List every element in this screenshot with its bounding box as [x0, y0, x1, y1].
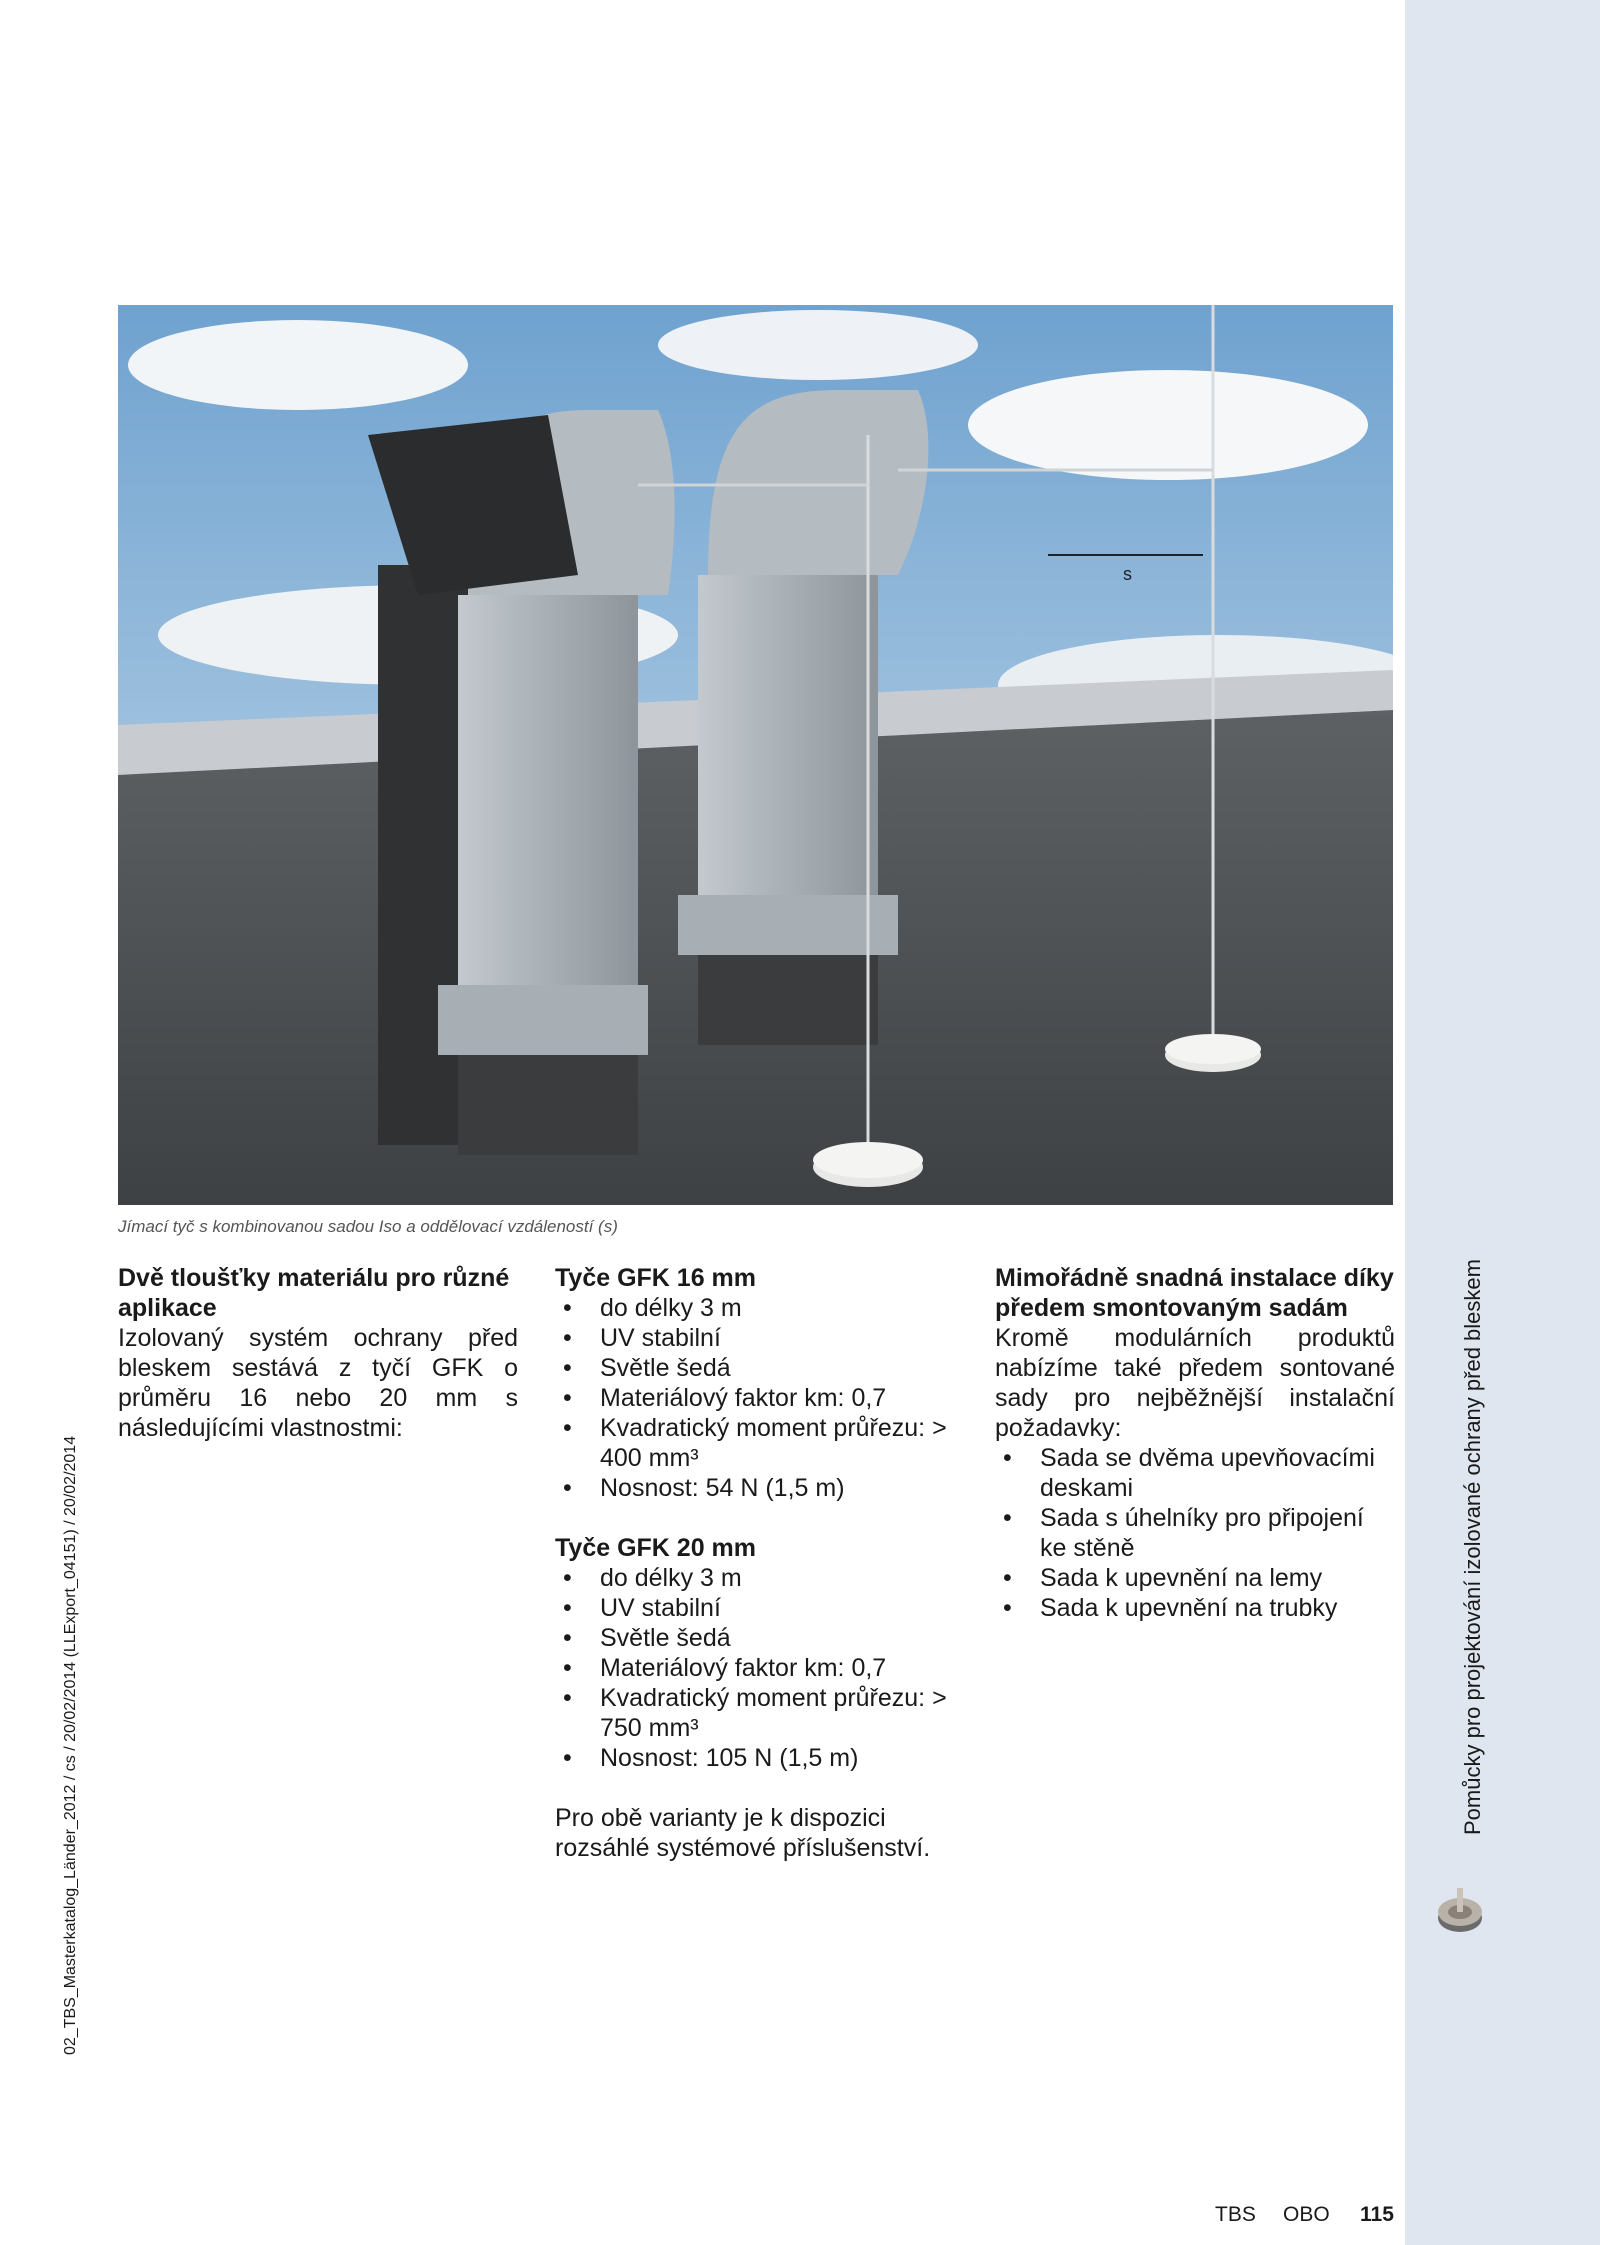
column-2 — [555, 1263, 965, 1863]
column-1 — [118, 1263, 518, 1443]
list-item: • Sada s úhelníky pro připojení ke stěně — [995, 1503, 1395, 1563]
col2-heading-20mm: Tyče GFK 20 mm — [555, 1534, 757, 1562]
list-item: • Kvadratický moment průřezu: > 750 mm³ — [555, 1683, 965, 1743]
list-item: • Nosnost: 105 N (1,5 m) — [555, 1743, 965, 1773]
list-item: • UV stabilní — [555, 1323, 965, 1353]
list-item: • Světle šedá — [555, 1623, 965, 1653]
list-item: • Sada se dvěma upevňovacími deskami — [995, 1443, 1395, 1503]
col3-body: Kromě modulárních produktů nabízíme také předem sontované sady pro nejběžnější instalační požadavky: — [995, 1324, 1395, 1442]
col2-note: Pro obě varianty je k dispozici rozsáhlé systémové příslušenství. — [555, 1804, 931, 1862]
footer-brand-tbs: TBS — [1215, 2203, 1256, 2226]
list-item: • do délky 3 m — [555, 1293, 965, 1323]
product-photo — [118, 305, 1393, 1205]
col1-heading: Dvě tloušťky materiálu pro různé aplikace — [118, 1264, 510, 1322]
list-item: • Sada k upevnění na lemy — [995, 1563, 1395, 1593]
list-item: • do délky 3 m — [555, 1563, 965, 1593]
column-3 — [995, 1263, 1395, 1623]
footer-brand-obo: OBO — [1283, 2203, 1330, 2226]
sidebar-title: Pomůcky pro projektování izolované ochrany před bleskem — [1460, 1259, 1485, 1835]
dimension-label: s — [1123, 564, 1132, 584]
photo-caption: Jímací tyč s kombinovanou sadou Iso a oddělovací vzdáleností (s) — [118, 1217, 618, 1236]
page-number: 115 — [1360, 2203, 1394, 2226]
list-item: • Nosnost: 54 N (1,5 m) — [555, 1473, 965, 1503]
list-item: • UV stabilní — [555, 1593, 965, 1623]
list-item: • Kvadratický moment průřezu: > 400 mm³ — [555, 1413, 965, 1473]
list-20mm — [555, 1563, 965, 1773]
list-item: • Materiálový faktor km: 0,7 — [555, 1653, 965, 1683]
col1-body: Izolovaný systém ochrany před bleskem sestává z tyčí GFK o průměru 16 nebo 20 mm s následujícími vlastnostmi: — [118, 1324, 518, 1442]
lightning-protection-icon — [1430, 1880, 1490, 1940]
list-item: • Světle šedá — [555, 1353, 965, 1383]
meta-line: 02_TBS_Masterkatalog_Länder_2012 / cs / 20/02/2014 (LLExport_04151) / 20/02/2014 — [62, 1435, 79, 2055]
col2-heading-16mm: Tyče GFK 16 mm — [555, 1264, 757, 1292]
kit-list — [995, 1443, 1395, 1623]
col3-heading: Mimořádně snadná instalace díky předem smontovaným sadám — [995, 1264, 1394, 1322]
list-item: • Sada k upevnění na trubky — [995, 1593, 1395, 1623]
list-16mm — [555, 1293, 965, 1503]
list-item: • Materiálový faktor km: 0,7 — [555, 1383, 965, 1413]
